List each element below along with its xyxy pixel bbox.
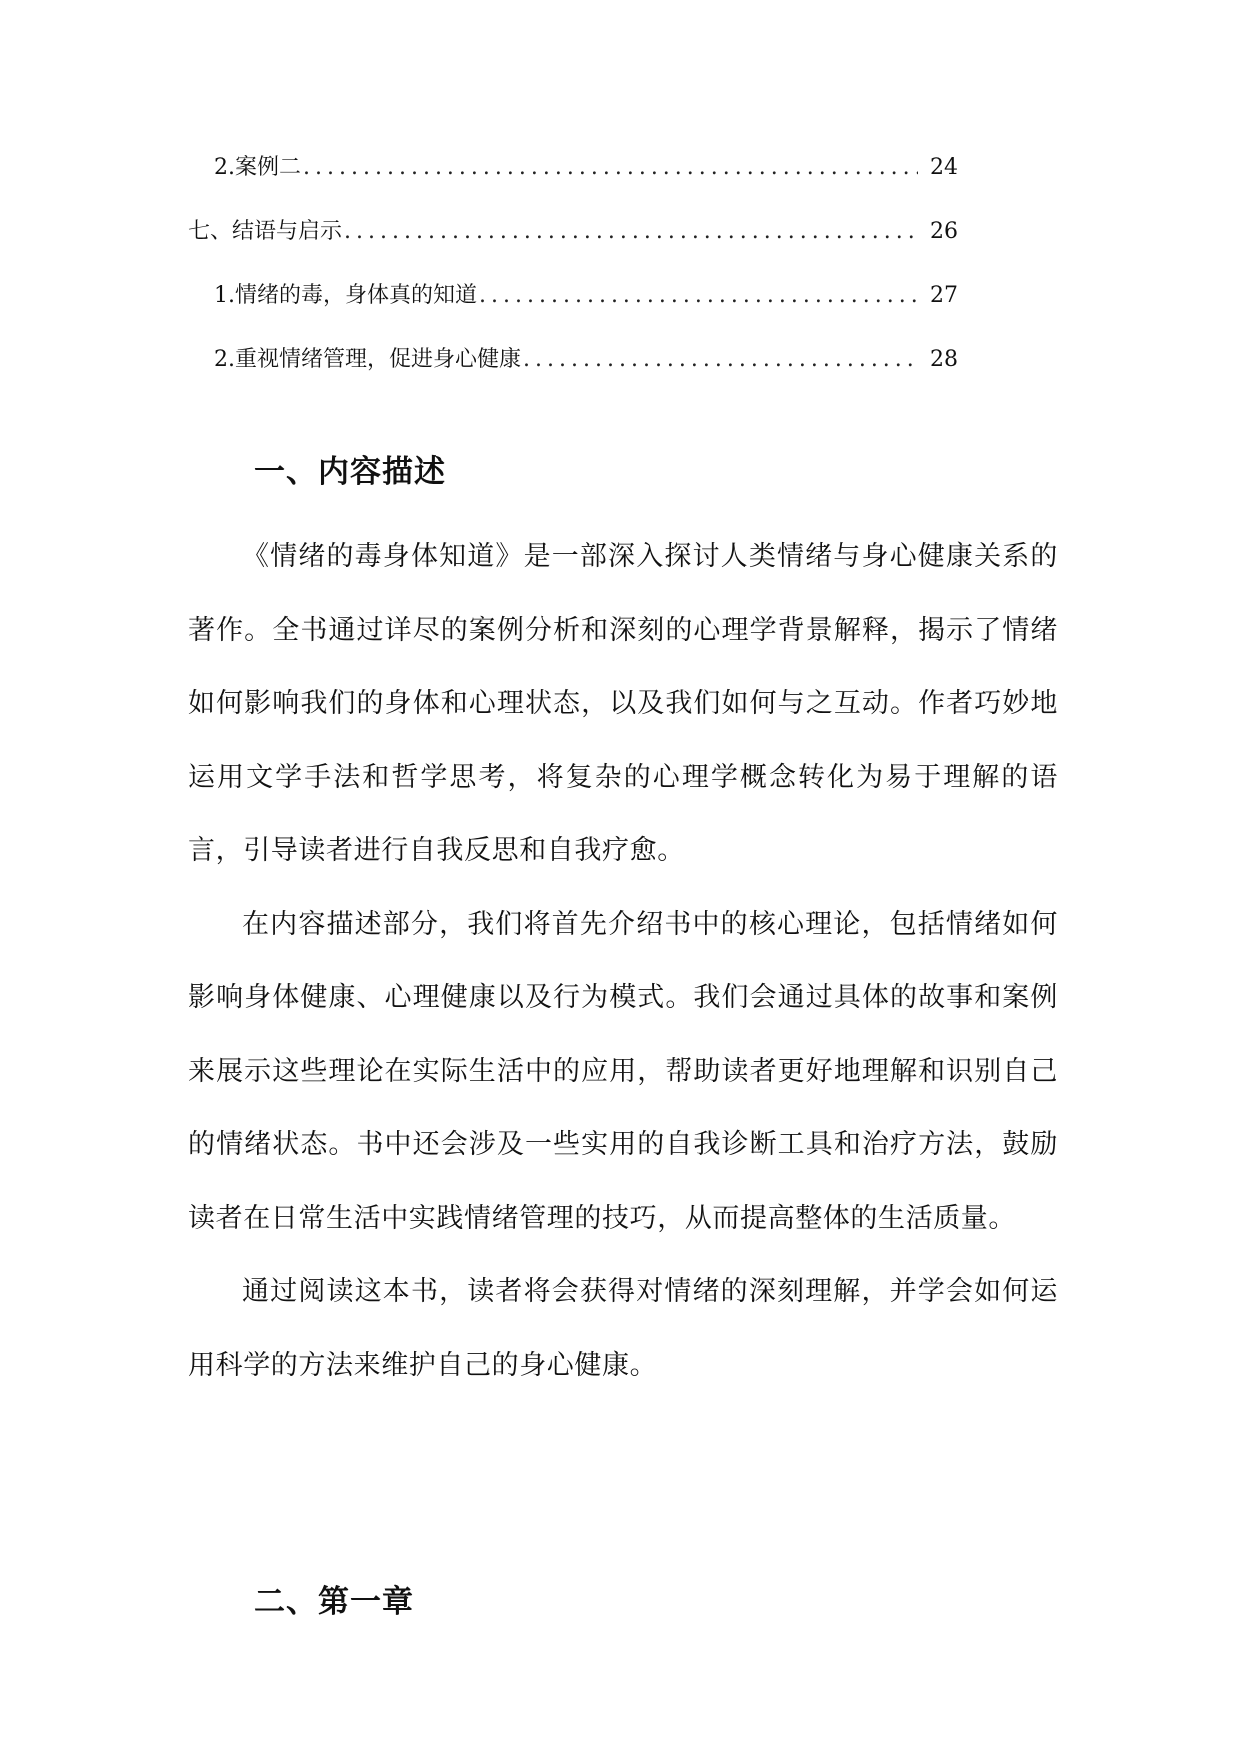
toc-entry-number: 2. <box>214 155 235 180</box>
body-paragraph: 通过阅读这本书，读者将会获得对情绪的深刻理解，并学会如何运用科学的方法来维护自己的身心健康。 <box>188 1276 1058 1381</box>
toc-dot-leader <box>523 347 918 372</box>
toc-entry-title: 重视情绪管理，促进身心健康 <box>235 347 522 372</box>
section-body <box>188 520 1058 1402</box>
toc-entry-number: 1. <box>214 283 235 308</box>
toc-entry[interactable] <box>188 342 958 406</box>
table-of-contents <box>188 150 958 406</box>
toc-dot-leader <box>479 283 918 308</box>
body-paragraph: 《情绪的毒身体知道》是一部深入探讨人类情绪与身心健康关系的著作。全书通过详尽的案例分析和深刻的心理学背景解释，揭示了情绪如何影响我们的身体和心理状态，以及我们如何与之互动。作者巧妙地运用文学手法和哲学思考，将复杂的心理学概念转化为易于理解的语言，引导读者进行自我反思和自我疗愈。 <box>188 541 1058 866</box>
toc-entry-title: 七、结语与启示 <box>188 219 343 244</box>
section-heading-content-description: 一、内容描述 <box>254 454 446 490</box>
toc-entry-title: 案例二 <box>235 155 302 180</box>
toc-entry[interactable] <box>188 278 958 342</box>
toc-dot-leader <box>303 155 918 180</box>
toc-entry-page: 27 <box>930 283 958 308</box>
toc-entry-title: 情绪的毒，身体真的知道 <box>235 283 478 308</box>
body-paragraph: 在内容描述部分，我们将首先介绍书中的核心理论，包括情绪如何影响身体健康、心理健康以及行为模式。我们会通过具体的故事和案例来展示这些理论在实际生活中的应用，帮助读者更好地理解和识别自己的情绪状态。书中还会涉及一些实用的自我诊断工具和治疗方法，鼓励读者在日常生活中实践情绪管理的技巧，从而提高整体的生活质量。 <box>188 908 1058 1234</box>
toc-entry-page: 28 <box>930 347 958 372</box>
section-heading-chapter-one: 二、第一章 <box>254 1584 414 1620</box>
toc-entry-page: 26 <box>930 219 958 244</box>
toc-entry[interactable] <box>188 150 958 214</box>
toc-entry-number: 2. <box>214 347 235 372</box>
toc-entry[interactable] <box>188 214 958 278</box>
toc-entry-page: 24 <box>930 155 958 180</box>
toc-dot-leader <box>344 219 918 244</box>
